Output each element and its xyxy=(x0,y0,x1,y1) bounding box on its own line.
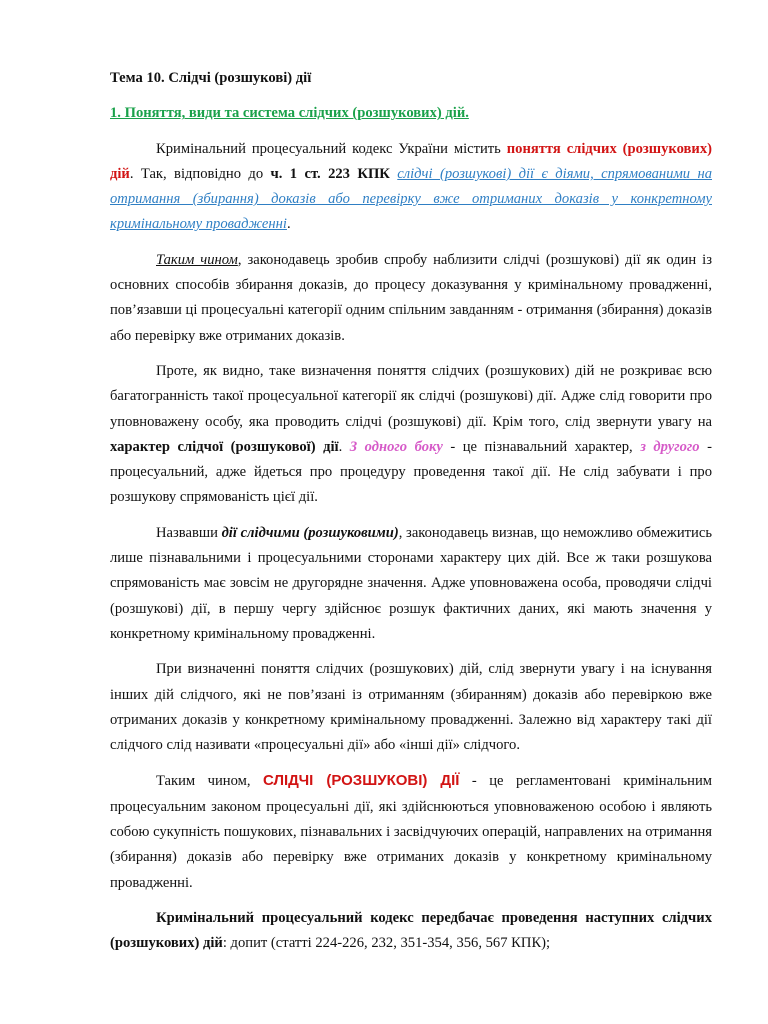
pink-emphasis: з другого xyxy=(640,438,700,455)
paragraph-conclusion xyxy=(110,768,712,895)
law-reference: ч. 1 ст. 223 КПК xyxy=(270,165,390,182)
document-body xyxy=(110,66,712,967)
text: : допит (статті 224-226, 232, 351-354, 356, 567 КПК); xyxy=(222,935,551,952)
text: Кримінальний процесуальний кодекс України містить xyxy=(156,140,507,157)
text: , законодавець зробив спробу наблизити слідчі (розшукові) дії як один із основних способів збирання доказів, до процесу доказування у кримінальному провадженні, пов’язавши ці процесуальні категорії одним спільним завданням - отримання (збирання) доказів або перевірку вже отриманих доказів. xyxy=(110,251,712,344)
text: - процесуальний, адже йдеться про процедуру проведення такої дії. Не слід забувати і про розшукову спрямованість цієї дії. xyxy=(110,438,712,506)
paragraph-list-intro xyxy=(110,906,712,957)
paragraph-definition xyxy=(110,137,712,238)
paragraph-other-actions: При визначенні поняття слідчих (розшукових) дій, слід звернути увагу і на існування інших дій слідчого, які не пов’язані із отриманням (збиранням) доказів або перевіркою вже отриманих доказів у конкретному кримінальному провадженні. Залежно від характеру такі дії слідчого слід називати «процесуальні дії» або «інші дії» слідчого. xyxy=(110,661,712,754)
section-heading: 1. Поняття, види та система слідчих (розшукових) дій. xyxy=(110,105,469,122)
paragraph-named xyxy=(110,521,712,647)
text: Проте, як видно, таке визначення поняття слідчих (розшукових) дій не розкриває всю багатогранність такої процесуальної категорії як слідчі (розшукові) дії. Адже слід говорити про уповноважену особу, яка проводить слідчі (розшукові) дії. Крім того, слід звернути увагу на xyxy=(110,362,712,430)
text: - це регламентовані кримінальним процесуальним законом процесуальні дії, які здійснюються уповноваженою особою і являють собою сукупність пошукових, пізнавальних і засвідчуючих операцій, направлених на отримання (збирання) доказів або перевірку вже отриманих доказів у конкретному кримінальному провадженні. xyxy=(110,773,713,891)
bold-term: Кримінальний процесуальний кодекс передбачає проведення наступних слідчих (розшукових) дій xyxy=(110,909,712,952)
definition-quote: слідчі (розшукові) дії є діями, спрямованими на отримання (збирання) доказів або перевірку вже отриманих доказів у конкретному кримінальному провадженні xyxy=(110,165,713,233)
text: . xyxy=(338,438,350,455)
text: Назвавши xyxy=(156,524,222,541)
text: . xyxy=(286,216,291,233)
text: . Так, відповідно до xyxy=(129,165,271,182)
bold-italic-term: дії слідчими (розшуковими) xyxy=(221,524,399,541)
text: , законодавець визнав, що неможливо обмежитись лише пізнавальними і процесуальними сторонами характеру цих дій. Все ж таки розшукова спрямованість має зовсім не другорядне значення. Адже уповноважена особа, проводячи слідчі (розшукові) дії, в першу чергу здійснює розшук фактичних даних, які мають значення у конкретному кримінальному провадженні. xyxy=(110,524,712,642)
highlight-term: СЛІДЧІ (РОЗШУКОВІ) ДІЇ xyxy=(262,772,460,790)
emphasis-text: Таким чином xyxy=(156,251,238,268)
paragraph-thus xyxy=(110,248,712,349)
text: - це пізнавальний характер, xyxy=(442,438,641,455)
highlight-term: поняття слідчих (розшукових) дій xyxy=(110,140,712,182)
bold-term: характер слідчої (розшукової) дії xyxy=(110,438,339,455)
page-title: Тема 10. Слідчі (розшукові) дії xyxy=(110,70,312,86)
text: Таким чином, xyxy=(156,773,263,790)
paragraph-however xyxy=(110,359,712,511)
pink-emphasis: З одного боку xyxy=(349,438,443,455)
